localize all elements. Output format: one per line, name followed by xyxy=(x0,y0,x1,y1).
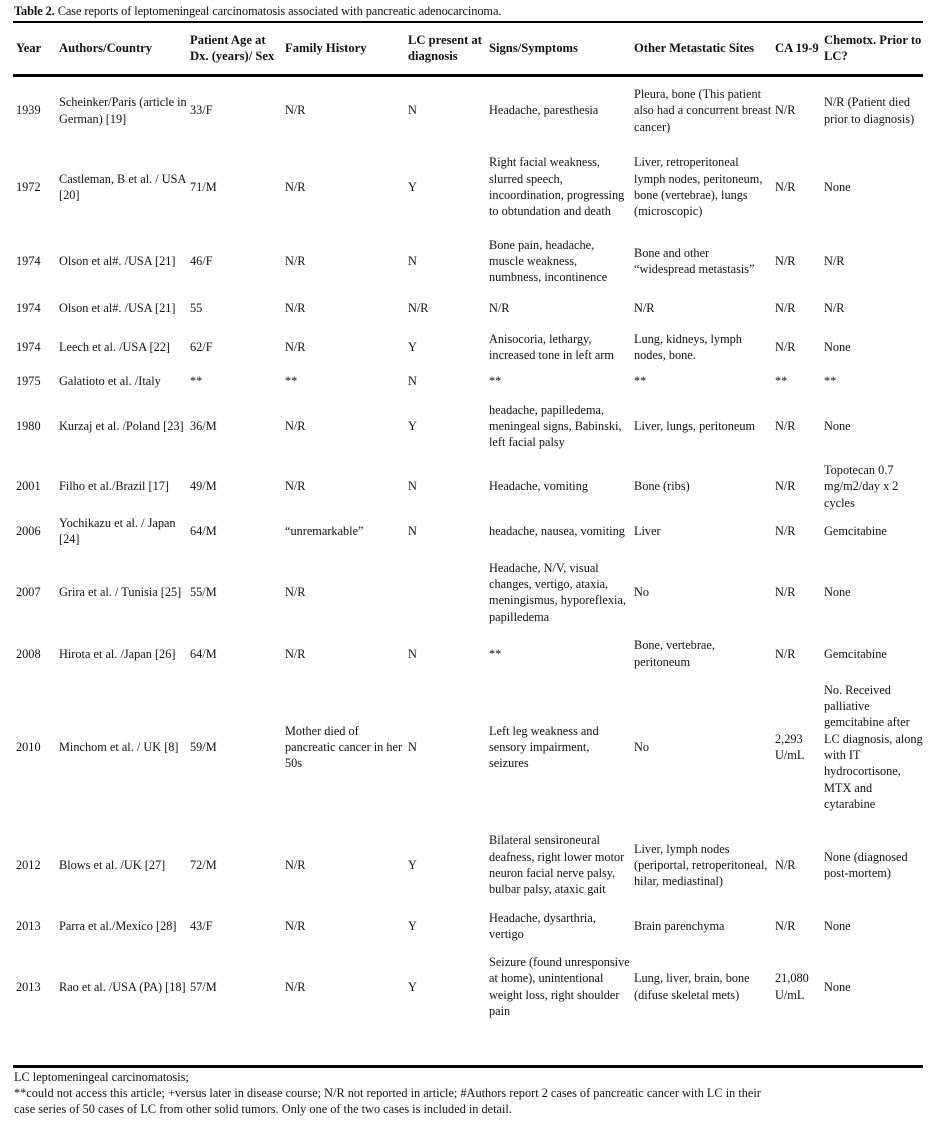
cell-ca199: N/R xyxy=(775,479,796,494)
case-reports-table xyxy=(13,22,923,1029)
cell-chemo-prior: None (diagnosed post-mortem) xyxy=(824,849,908,881)
cell-age-sex: 46/F xyxy=(190,253,213,268)
cell-chemo-prior: None xyxy=(824,339,851,354)
cell-authors: Rao et al. /USA (PA) [18] xyxy=(59,979,186,994)
cell-age-sex: 64/M xyxy=(190,524,217,539)
col-header-other-sites: Other Metastatic Sites xyxy=(634,41,755,55)
cell-other-sites: N/R xyxy=(634,300,655,315)
cell-signs-symptoms: Seizure (found unresponsive at home), unintentional weight loss, right shoulder pain xyxy=(489,955,630,1018)
cell-ca199: N/R xyxy=(775,103,796,118)
cell-year: 2013 xyxy=(16,979,41,994)
cell-signs-symptoms: Headache, vomiting xyxy=(489,479,589,494)
cell-lc-present: N/R xyxy=(408,300,429,315)
cell-other-sites: ** xyxy=(634,373,647,388)
cell-family-history: “unremarkable” xyxy=(285,524,364,539)
table-row xyxy=(13,945,923,1029)
cell-ca199: N/R xyxy=(775,253,796,268)
cell-age-sex: 36/M xyxy=(190,418,217,433)
cell-other-sites: Bone, vertebrae, peritoneum xyxy=(634,638,715,669)
cell-signs-symptoms: ** xyxy=(489,646,502,661)
cell-ca199: N/R xyxy=(775,339,796,354)
cell-ca199: N/R xyxy=(775,919,796,934)
cell-chemo-prior: None xyxy=(824,979,851,994)
cell-signs-symptoms: ** xyxy=(489,373,502,388)
cell-year: 1975 xyxy=(16,373,41,388)
cell-lc-present: Y xyxy=(408,418,417,433)
cell-family-history: N/R xyxy=(285,646,306,661)
table-row xyxy=(13,672,923,822)
cell-age-sex: 71/M xyxy=(190,179,217,194)
table-row xyxy=(13,230,923,292)
table-caption xyxy=(14,3,501,19)
table-row xyxy=(13,460,923,513)
cell-other-sites: Liver, lungs, peritoneum xyxy=(634,418,756,433)
cell-other-sites: Pleura, bone (This patient also had a concurrent breast cancer) xyxy=(634,87,772,134)
cell-other-sites: Bone and other “widespread metastasis” xyxy=(634,245,755,276)
cell-year: 1939 xyxy=(16,103,41,118)
cell-authors: Olson et al#. /USA [21] xyxy=(59,300,176,315)
footnotes xyxy=(14,1069,924,1118)
cell-year: 1972 xyxy=(16,179,41,194)
cell-signs-symptoms: Headache, dysarthria, vertigo xyxy=(489,911,596,942)
cell-ca199: ** xyxy=(775,373,788,388)
cell-family-history: N/R xyxy=(285,979,306,994)
cell-family-history: N/R xyxy=(285,585,306,600)
cell-lc-present: N xyxy=(408,253,417,268)
cell-signs-symptoms: Anisocoria, lethargy, increased tone in left arm xyxy=(489,331,614,362)
cell-ca199: N/R xyxy=(775,524,796,539)
cell-lc-present: Y xyxy=(408,979,417,994)
table-row xyxy=(13,324,923,370)
cell-signs-symptoms: Headache, paresthesia xyxy=(489,103,599,118)
cell-family-history: ** xyxy=(285,373,298,388)
cell-other-sites: Liver, lymph nodes (periportal, retroperitoneal, hilar, mediastinal) xyxy=(634,841,768,889)
cell-family-history: N/R xyxy=(285,857,306,872)
cell-ca199: N/R xyxy=(775,300,796,315)
cell-chemo-prior: None xyxy=(824,179,851,194)
cell-chemo-prior: No. Received palliative gemcitabine after LC diagnosis, along with IT hydrocortisone, MTX and cytarabine xyxy=(824,682,923,811)
cell-ca199: N/R xyxy=(775,418,796,433)
cell-family-history: N/R xyxy=(285,339,306,354)
cell-year: 1980 xyxy=(16,418,41,433)
cell-age-sex: 43/F xyxy=(190,919,213,934)
cell-ca199: N/R xyxy=(775,646,796,661)
cell-year: 1974 xyxy=(16,339,41,354)
cell-family-history: N/R xyxy=(285,300,306,315)
cell-chemo-prior: Gemcitabine xyxy=(824,524,887,539)
cell-lc-present: N xyxy=(408,373,417,388)
cell-age-sex: 55 xyxy=(190,300,203,315)
cell-ca199: 21,080 U/mL xyxy=(775,971,809,1002)
cell-lc-present: N xyxy=(408,103,417,118)
cell-age-sex: 59/M xyxy=(190,739,217,754)
cell-other-sites: Lung, kidneys, lymph nodes, bone. xyxy=(634,331,742,362)
col-header-chemo: Chemotx. Prior to LC? xyxy=(824,33,922,63)
cell-lc-present: Y xyxy=(408,339,417,354)
table-row xyxy=(13,292,923,324)
cell-age-sex: 49/M xyxy=(190,479,217,494)
cell-lc-present: N xyxy=(408,739,417,754)
cell-signs-symptoms: Left leg weakness and sensory impairment, seizures xyxy=(489,723,599,771)
cell-authors: Olson et al#. /USA [21] xyxy=(59,253,176,268)
footnote-abbrev: LC leptomeningeal carcinomatosis; xyxy=(14,1070,189,1084)
cell-lc-present: N xyxy=(408,524,417,539)
cell-ca199: N/R xyxy=(775,179,796,194)
cell-lc-present: Y xyxy=(408,919,417,934)
table-row xyxy=(13,144,923,230)
col-header-year: Year xyxy=(16,41,42,55)
cell-family-history: N/R xyxy=(285,179,306,194)
cell-year: 2012 xyxy=(16,857,41,872)
cell-chemo-prior: None xyxy=(824,418,851,433)
header-row xyxy=(13,22,923,74)
cell-age-sex: 33/F xyxy=(190,103,213,118)
cell-ca199: N/R xyxy=(775,585,796,600)
cell-family-history: N/R xyxy=(285,919,306,934)
cell-authors: Scheinker/Paris (article in German) [19] xyxy=(59,95,187,126)
cell-authors: Filho et al./Brazil [17] xyxy=(59,479,169,494)
cell-lc-present: N xyxy=(408,646,417,661)
col-header-family-history: Family History xyxy=(285,41,367,55)
cell-signs-symptoms: Headache, N/V, visual changes, vertigo, ataxia, meningismus, hyporeflexia, papilledema xyxy=(489,560,626,624)
table-row xyxy=(13,822,923,908)
table-row xyxy=(13,74,923,144)
cell-authors: Galatioto et al. /Italy xyxy=(59,373,161,388)
table-row xyxy=(13,549,923,635)
cell-year: 2013 xyxy=(16,919,41,934)
cell-family-history: Mother died of pancreatic cancer in her 50s xyxy=(285,723,403,771)
cell-other-sites: Lung, liver, brain, bone (difuse skeletal mets) xyxy=(634,971,750,1002)
col-header-age-sex: Patient Age at Dx. (years)/ Sex xyxy=(190,33,275,63)
table-caption-label: Table 2. xyxy=(14,4,55,18)
table-row xyxy=(13,513,923,550)
cell-age-sex: 57/M xyxy=(190,979,217,994)
table-body xyxy=(13,74,923,1029)
cell-signs-symptoms: Right facial weakness, slurred speech, incoordination, progressing to obtundation and death xyxy=(489,155,625,219)
cell-authors: Grira et al. / Tunisia [25] xyxy=(59,585,182,600)
cell-other-sites: No xyxy=(634,585,650,600)
cell-lc-present: Y xyxy=(408,857,417,872)
cell-signs-symptoms: headache, papilledema, meningeal signs, Babinski, left facial palsy xyxy=(489,402,622,450)
cell-chemo-prior: N/R xyxy=(824,253,845,268)
col-header-signs: Signs/Symptoms xyxy=(489,41,578,55)
cell-authors: Minchom et al. / UK [8] xyxy=(59,739,179,754)
cell-chemo-prior: None xyxy=(824,919,851,934)
cell-authors: Castleman, B et al. / USA [20] xyxy=(59,171,186,202)
cell-signs-symptoms: Bone pain, headache, muscle weakness, numbness, incontinence xyxy=(489,237,608,285)
footnote-legend-cont: case series of 50 cases of LC from other solid tumors. Only one of the two cases is included in detail. xyxy=(14,1102,512,1117)
cell-other-sites: Bone (ribs) xyxy=(634,479,690,494)
cell-chemo-prior: Gemcitabine xyxy=(824,646,887,661)
cell-signs-symptoms: Bilateral sensironeural deafness, right lower motor neuron facial nerve palsy, bulbar palsy, ataxic gait xyxy=(489,833,625,897)
cell-age-sex: 64/M xyxy=(190,646,217,661)
cell-year: 1974 xyxy=(16,253,41,268)
cell-other-sites: Brain parenchyma xyxy=(634,919,725,934)
cell-chemo-prior: N/R xyxy=(824,300,845,315)
cell-lc-present xyxy=(405,549,486,635)
cell-authors: Blows et al. /UK [27] xyxy=(59,857,166,872)
cell-chemo-prior: N/R (Patient died prior to diagnosis) xyxy=(824,95,915,126)
cell-year: 2006 xyxy=(16,524,41,539)
cell-authors: Hirota et al. /Japan [26] xyxy=(59,646,176,661)
cell-chemo-prior: Topotecan 0.7 mg/m2/day x 2 cycles xyxy=(824,463,899,510)
table-row xyxy=(13,635,923,672)
cell-lc-present: Y xyxy=(408,179,417,194)
cell-family-history: N/R xyxy=(285,103,306,118)
col-header-authors: Authors/Country xyxy=(59,41,153,55)
table-row xyxy=(13,392,923,460)
cell-year: 2001 xyxy=(16,479,41,494)
cell-authors: Parra et al./Mexico [28] xyxy=(59,919,177,934)
cell-age-sex: 55/M xyxy=(190,585,217,600)
bottom-rule xyxy=(13,1065,923,1068)
cell-year: 1974 xyxy=(16,300,41,315)
cell-year: 2007 xyxy=(16,585,41,600)
cell-year: 2010 xyxy=(16,739,41,754)
cell-other-sites: Liver xyxy=(634,524,661,539)
table-row xyxy=(13,908,923,945)
table-row xyxy=(13,370,923,392)
cell-authors: Yochikazu et al. / Japan [24] xyxy=(59,515,176,547)
cell-age-sex: 72/M xyxy=(190,857,217,872)
cell-year: 2008 xyxy=(16,646,41,661)
col-header-lc-present: LC present at diagnosis xyxy=(408,33,482,63)
cell-signs-symptoms: N/R xyxy=(489,300,510,315)
col-header-ca199: CA 19-9 xyxy=(775,41,819,55)
cell-authors: Leech et al. /USA [22] xyxy=(59,339,170,354)
cell-other-sites: No xyxy=(634,739,650,754)
cell-chemo-prior: None xyxy=(824,585,851,600)
cell-signs-symptoms: headache, nausea, vomiting xyxy=(489,524,625,539)
cell-age-sex: 62/F xyxy=(190,339,213,354)
cell-other-sites: Liver, retroperitoneal lymph nodes, peritoneum, bone (vertebrae), lungs (microscopic) xyxy=(634,155,763,219)
cell-ca199: N/R xyxy=(775,857,796,872)
footnote-legend: **could not access this article; +versus later in disease course; N/R not reported in article; #Authors report 2 cases of pancreatic cancer with LC in their xyxy=(14,1086,761,1101)
table-caption-text: Case reports of leptomeningeal carcinomatosis associated with pancreatic adenocarcinoma. xyxy=(54,4,502,18)
cell-authors: Kurzaj et al. /Poland [23] xyxy=(59,418,184,433)
cell-ca199: 2,293 U/mL xyxy=(775,731,805,763)
cell-family-history: N/R xyxy=(285,418,306,433)
cell-lc-present: N xyxy=(408,479,417,494)
cell-family-history: N/R xyxy=(285,253,306,268)
cell-family-history: N/R xyxy=(285,479,306,494)
cell-age-sex: ** xyxy=(190,373,203,388)
cell-chemo-prior: ** xyxy=(824,373,837,388)
